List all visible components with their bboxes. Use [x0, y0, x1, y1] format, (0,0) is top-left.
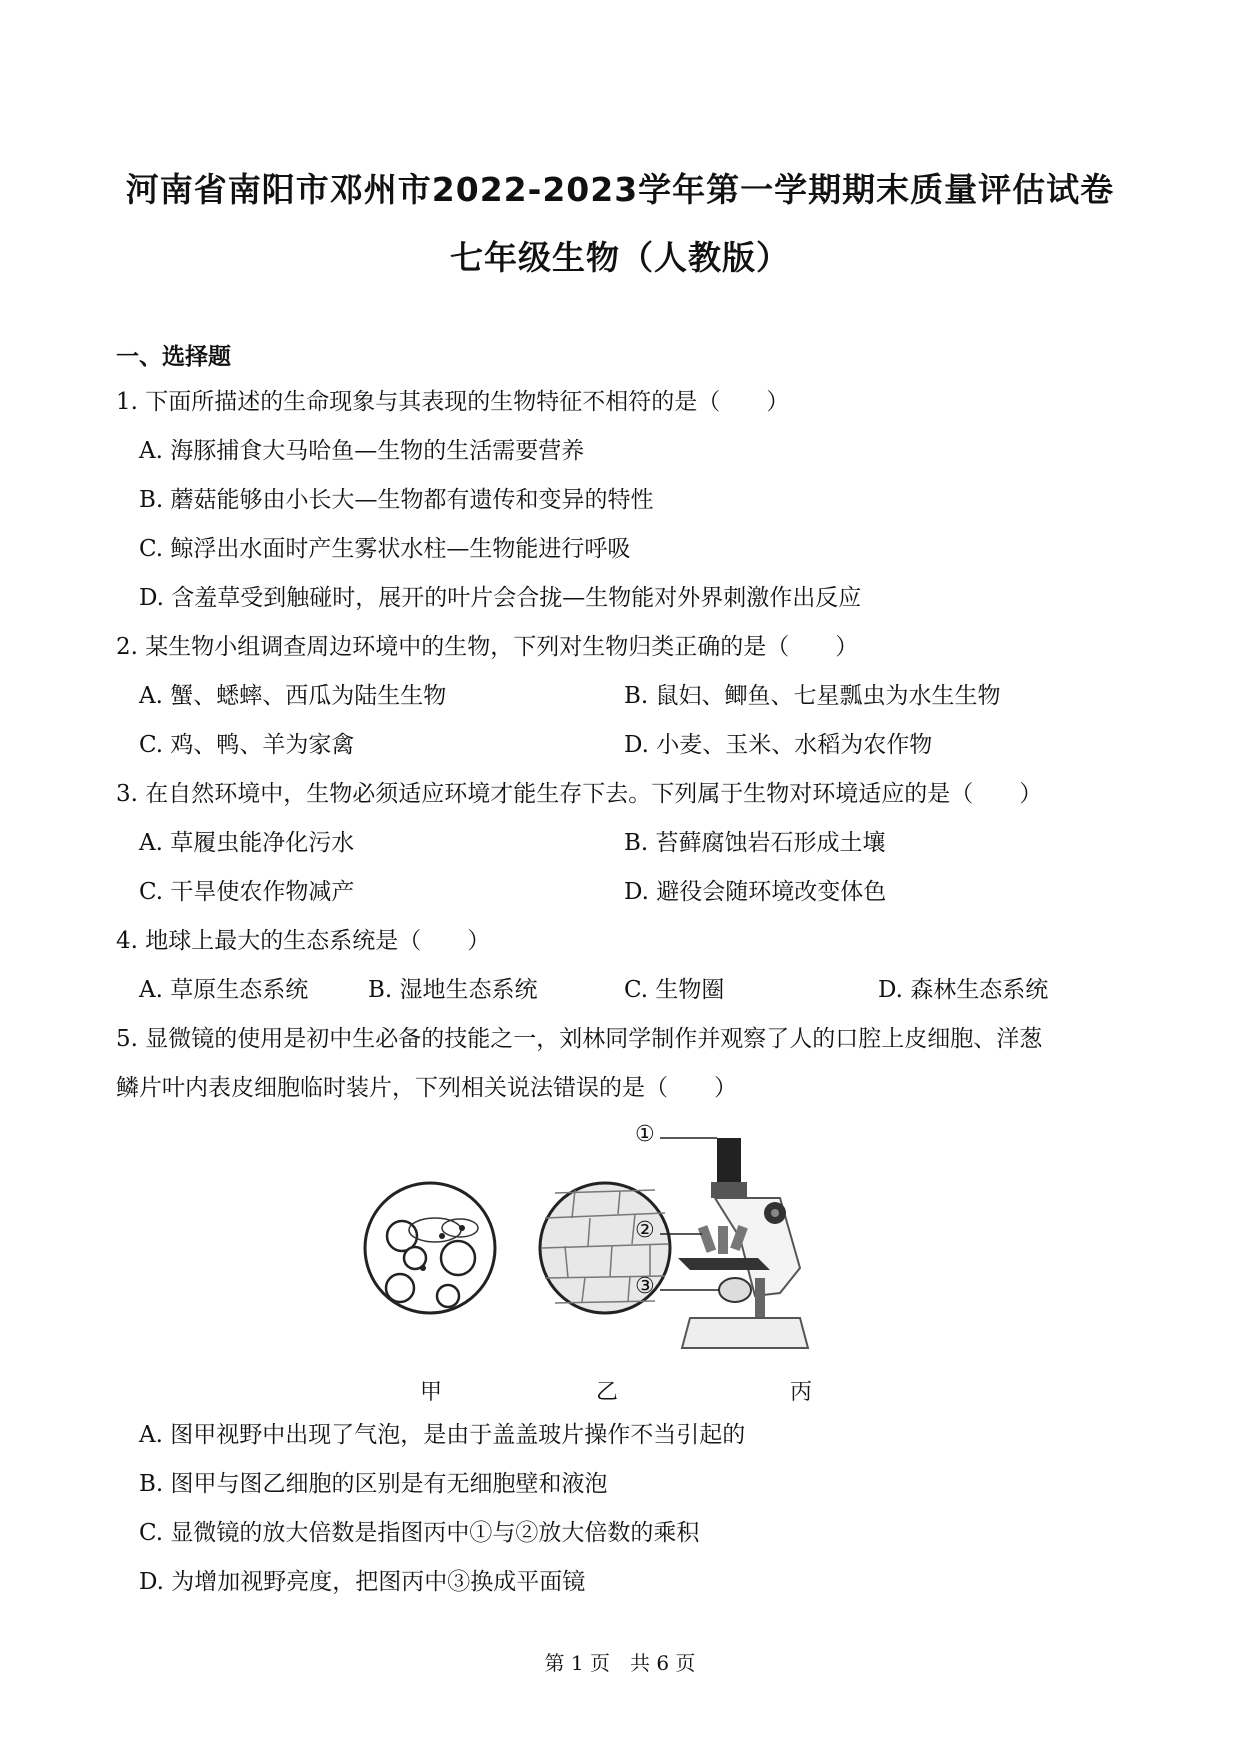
- question-stem: 5. 显微镜的使用是初中生必备的技能之一，刘林同学制作并观察了人的口腔上皮细胞、洋葱: [116, 1026, 1043, 1052]
- option: C. 生物圈: [624, 977, 725, 1003]
- option: C. 干旱使农作物减产: [139, 879, 355, 905]
- label-yi: 乙: [596, 1380, 619, 1405]
- option: A. 蟹、蟋蟀、西瓜为陆生生物: [139, 683, 447, 709]
- page-title: 河南省南阳市邓州市2022-2023学年第一学期期末质量评估试卷: [125, 170, 1115, 209]
- option: A. 图甲视野中出现了气泡，是由于盖盖玻片操作不当引起的: [139, 1422, 746, 1448]
- option: D. 为增加视野亮度，把图丙中③换成平面镜: [139, 1569, 586, 1595]
- view-jia: [365, 1183, 495, 1313]
- option: B. 苔藓腐蚀岩石形成土壤: [624, 830, 886, 856]
- option: D. 森林生态系统: [878, 977, 1049, 1003]
- question-stem-continued: 鳞片叶内表皮细胞临时装片，下列相关说法错误的是（ ）: [116, 1075, 737, 1101]
- option: B. 湿地生态系统: [368, 977, 538, 1003]
- option: A. 草原生态系统: [139, 977, 309, 1003]
- option: C. 鲸浮出水面时产生雾状水柱—生物能进行呼吸: [139, 536, 631, 562]
- question-stem: 1. 下面所描述的生命现象与其表现的生物特征不相符的是（ ）: [116, 389, 790, 415]
- section-heading: 一、选择题: [116, 344, 231, 370]
- option: B. 鼠妇、鲫鱼、七星瓢虫为水生生物: [624, 683, 1001, 709]
- label-bing: 丙: [790, 1380, 813, 1405]
- microscope-icon: [660, 1138, 808, 1348]
- figure-drawing: [360, 1118, 880, 1378]
- option: A. 海豚捕食大马哈鱼—生物的生活需要营养: [139, 438, 585, 464]
- option: D. 含羞草受到触碰时，展开的叶片会合拢—生物能对外界刺激作出反应: [139, 585, 862, 611]
- option: C. 鸡、鸭、羊为家禽: [139, 732, 355, 758]
- option: B. 图甲与图乙细胞的区别是有无细胞壁和液泡: [139, 1471, 608, 1497]
- marker-2: ②: [635, 1218, 655, 1243]
- option: D. 避役会随环境改变体色: [624, 879, 887, 905]
- option: D. 小麦、玉米、水稻为农作物: [624, 732, 933, 758]
- option: C. 显微镜的放大倍数是指图丙中①与②放大倍数的乘积: [139, 1520, 700, 1546]
- marker-3: ③: [635, 1274, 655, 1299]
- question-stem: 4. 地球上最大的生态系统是（ ）: [116, 928, 491, 954]
- option: B. 蘑菇能够由小长大—生物都有遗传和变异的特性: [139, 487, 654, 513]
- page-subtitle: 七年级生物（人教版）: [450, 238, 790, 277]
- question-stem: 3. 在自然环境中，生物必须适应环境才能生存下去。下列属于生物对环境适应的是（ ）: [116, 781, 1043, 807]
- question-stem: 2. 某生物小组调查周边环境中的生物，下列对生物归类正确的是（ ）: [116, 634, 859, 660]
- page-footer: 第 1 页 共 6 页: [544, 1651, 696, 1675]
- microscope-figure: [360, 1118, 880, 1408]
- label-jia: 甲: [420, 1380, 443, 1405]
- option: A. 草履虫能净化污水: [139, 830, 355, 856]
- marker-1: ①: [635, 1122, 655, 1147]
